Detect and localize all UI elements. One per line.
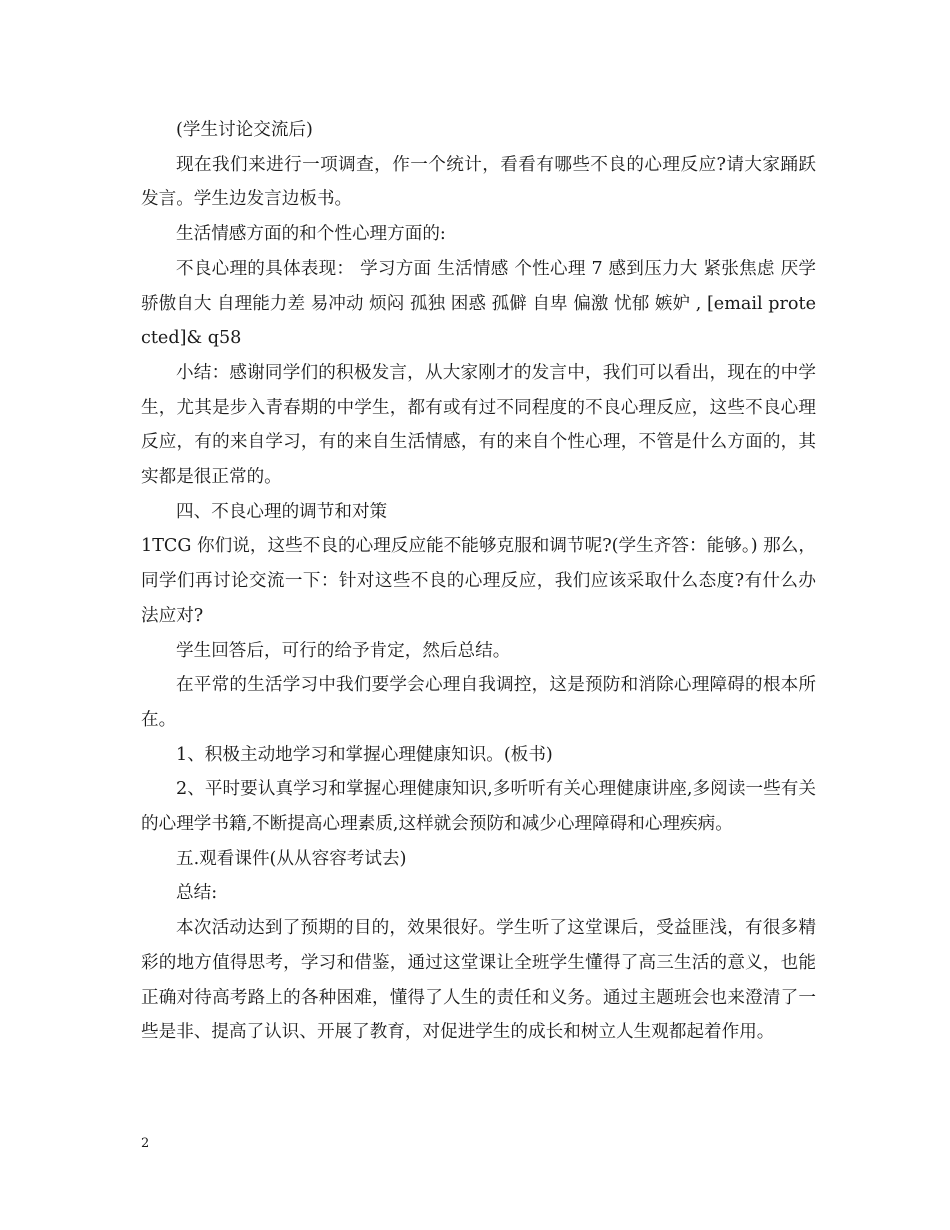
paragraph-symptoms: 不良心理的具体表现： 学习方面 生活情感 个性心理 7 感到压力大 紧张焦虑 厌学 骄傲自大 自理能力差 易冲动 烦闷 孤独 困惑 孤僻 自卑 偏激 忧郁 嫉妒 , [email protected]& q58 [141, 258, 816, 349]
paragraph-discussion-note: (学生讨论交流后) [176, 120, 313, 140]
section-heading-five: 五.观看课件(从从容容考试去) [176, 848, 407, 869]
list-item-2: 2、平时要认真学习和掌握心理健康知识,多听听有关心理健康讲座,多阅读一些有关的心理学书籍,不断提高心理素质,这样就会预防和减少心理障碍和心理疾病。 [141, 779, 816, 835]
section-heading-four: 四、不良心理的调节和对策 [176, 501, 388, 522]
paragraph-survey: 现在我们来进行一项调查，作一个统计，看看有哪些不良的心理反应?请大家踊跃发言。学生边发言边板书。 [141, 154, 816, 210]
page-number: 2 [141, 1136, 150, 1151]
conclusion-heading: 总结: [176, 883, 218, 904]
paragraph-conclusion: 本次活动达到了预期的目的，效果很好。学生听了这堂课后，受益匪浅，有很多精彩的地方值得思考，学习和借鉴，通过这堂课让全班学生懂得了高三生活的意义，也能正确对待高考路上的各种困难，懂得了人生的责任和义务。通过主题班会也来澄清了一些是非、提高了认识、开展了教育，对促进学生的成长和树立人生观都起着作用。 [141, 918, 816, 1043]
paragraph-adjustment-question: 1TCG 你们说，这些不良的心理反应能不能够克服和调节呢?(学生齐答：能够。) 那么，同学们再讨论交流一下：针对这些不良的心理反应，我们应该采取什么态度?有什么办法应对? [141, 536, 816, 626]
paragraph-aspects: 生活情感方面的和个性心理方面的: [176, 224, 446, 245]
list-item-1: 1、积极主动地学习和掌握心理健康知识。(板书) [176, 744, 553, 765]
paragraph-self-control: 在平常的生活学习中我们要学会心理自我调控，这是预防和消除心理障碍的根本所在。 [141, 675, 816, 730]
paragraph-answer-note: 学生回答后，可行的给予肯定，然后总结。 [176, 640, 511, 661]
paragraph-summary: 小结：感谢同学们的积极发言，从大家刚才的发言中，我们可以看出，现在的中学生，尤其是步入青春期的中学生，都有或有过不同程度的不良心理反应，这些不良心理反应，有的来自学习，有的来自生活情感，有的来自个性心理，不管是什么方面的，其实都是很正常的。 [141, 362, 816, 488]
document-body [141, 113, 816, 1050]
